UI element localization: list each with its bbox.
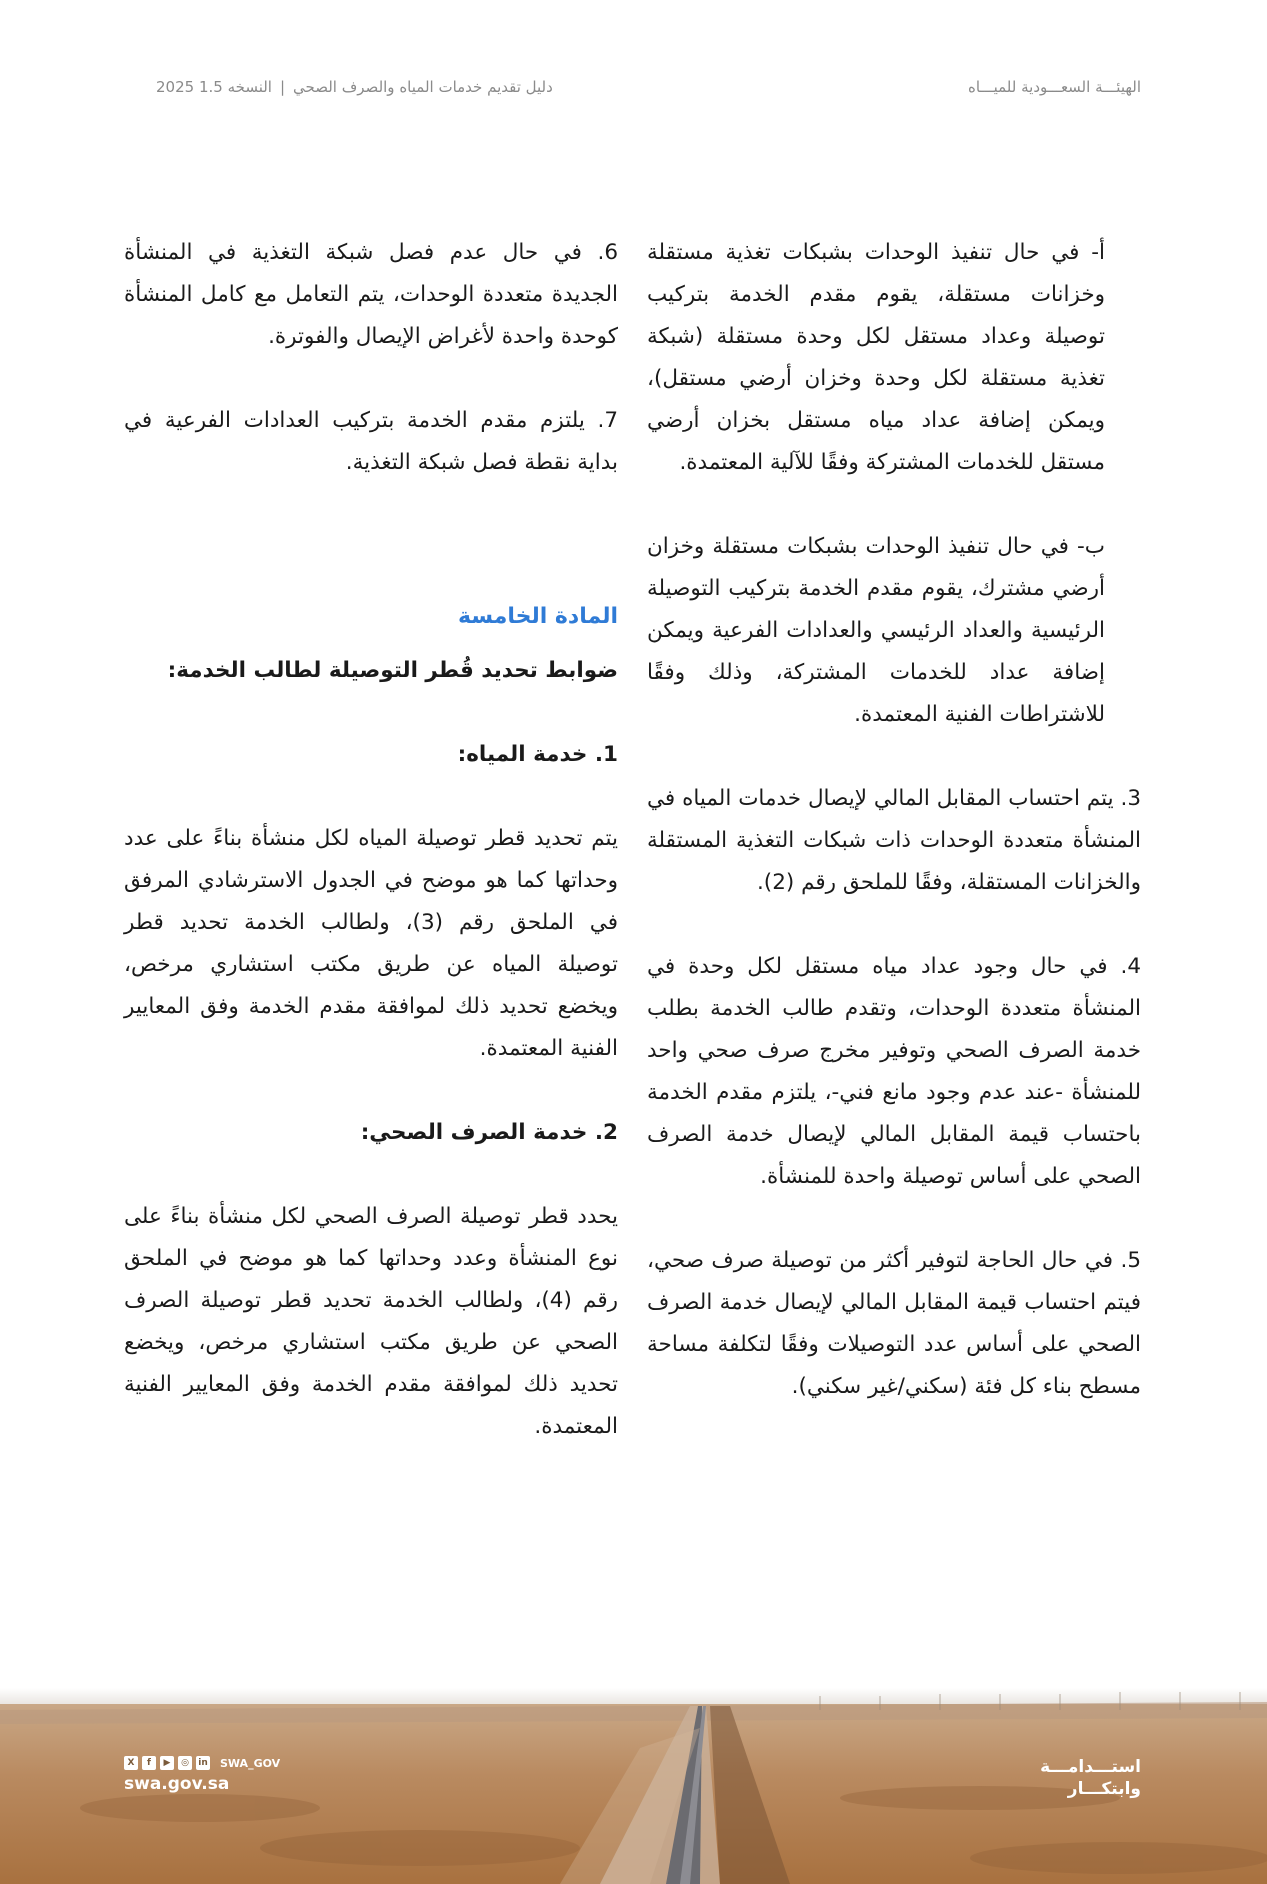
social-links — [124, 1756, 280, 1770]
social-handle: SWA_GOV — [220, 1756, 281, 1770]
header-org-name: الهيئـــة السعـــودية للميـــاه — [968, 78, 1141, 96]
right-column — [647, 232, 1141, 1450]
page-header — [156, 78, 1141, 102]
item-4: 4. في حال وجود عداد مياه مستقل لكل وحدة في المنشأة متعددة الوحدات، وتقدم طالب الخدمة بطلب خدمة الصرف الصحي وتوفير مخرج صرف صحي واحد للمنشأة -عند عدم وجود مانع فني-، يلتزم مقدم الخدمة باحتساب قيمة المقابل المالي لإيصال خدمة الصرف الصحي على أساس توصيلة واحدة للمنشأة. — [647, 954, 1141, 1189]
water-service-text: يتم تحديد قطر توصيلة المياه لكل منشأة بناءً على عدد وحداتها كما هو موضح في الجدول الاسترشادي المرفق في الملحق رقم (3)، ولطالب الخدمة تحديد قطر توصيلة المياه عن طريق مكتب استشاري مرخص، ويخضع تحديد ذلك لموافقة مقدم الخدمة وفق المعايير الفنية المعتمدة. — [124, 826, 618, 1061]
article-subtitle: ضوابط تحديد قُطر التوصيلة لطالب الخدمة: — [167, 658, 618, 683]
slogan-line-2: وابتكـــار — [1067, 1779, 1141, 1799]
linkedin-icon[interactable]: in — [196, 1756, 210, 1770]
website-link[interactable]: swa.gov.sa — [124, 1774, 230, 1794]
left-column — [124, 232, 618, 1490]
item-5: 5. في حال الحاجة لتوفير أكثر من توصيلة صرف صحي، فيتم احتساب قيمة المقابل المالي لإيصال خدمة الصرف الصحي على أساس عدد التوصيلات وفقًا لتكلفة مساحة مسطح بناء كل فئة (سكني/غير سكني). — [647, 1248, 1141, 1399]
article-title: المادة الخامسة — [457, 604, 618, 629]
header-version: النسخه 1.5 2025 — [156, 78, 272, 96]
footer-slogan — [1040, 1756, 1141, 1800]
item-3: 3. يتم احتساب المقابل المالي لإيصال خدمات المياه في المنشأة متعددة الوحدات ذات شبكات التغذية المستقلة والخزانات المستقلة، وفقًا للملحق رقم (2). — [647, 786, 1141, 895]
sewer-service-text: يحدد قطر توصيلة الصرف الصحي لكل منشأة بناءً على نوع المنشأة وعدد وحداتها كما هو موضح في الملحق رقم (4)، ولطالب الخدمة تحديد قطر توصيلة الصرف الصحي عن طريق مكتب استشاري مرخص، ويخضع تحديد ذلك لموافقة مقدم الخدمة وفق المعايير الفنية المعتمدة. — [124, 1204, 618, 1439]
header-doc-info — [156, 78, 553, 96]
youtube-icon[interactable]: ▶ — [160, 1756, 174, 1770]
item-6: 6. في حال عدم فصل شبكة التغذية في المنشأة الجديدة متعددة الوحدات، يتم التعامل مع كامل المنشأة كوحدة واحدة لأغراض الإيصال والفوترة. — [124, 240, 618, 349]
slogan-line-1: استـــدامـــة — [1040, 1757, 1141, 1777]
water-service-heading: 1. خدمة المياه: — [457, 742, 618, 767]
paragraph-a: أ- في حال تنفيذ الوحدات بشبكات تغذية مستقلة وخزانات مستقلة، يقوم مقدم الخدمة بتركيب توصيلة وعداد مستقل لكل وحدة مستقلة (شبكة تغذية مستقلة لكل وحدة وخزان أرضي مستقل)، ويمكن إضافة عداد مياه مستقل بخزان أرضي مستقل للخدمات المشتركة وفقًا للآلية المعتمدة. — [647, 240, 1105, 475]
x-icon[interactable]: X — [124, 1756, 138, 1770]
footer-contact — [124, 1756, 280, 1794]
paragraph-b: ب- في حال تنفيذ الوحدات بشبكات مستقلة وخزان أرضي مشترك، يقوم مقدم الخدمة بتركيب التوصيلة الرئيسية والعداد الرئيسي والعدادات الفرعية ويمكن إضافة عداد للخدمات المشتركة، وذلك وفقًا للاشتراطات الفنية المعتمدة. — [647, 534, 1105, 727]
header-separator: | — [279, 78, 286, 96]
instagram-icon[interactable]: ◎ — [178, 1756, 192, 1770]
header-doc-title: دليل تقديم خدمات المياه والصرف الصحي — [293, 78, 553, 96]
sewer-service-heading: 2. خدمة الصرف الصحي: — [360, 1120, 618, 1145]
item-7: 7. يلتزم مقدم الخدمة بتركيب العدادات الفرعية في بداية نقطة فصل شبكة التغذية. — [124, 408, 618, 475]
facebook-icon[interactable]: f — [142, 1756, 156, 1770]
